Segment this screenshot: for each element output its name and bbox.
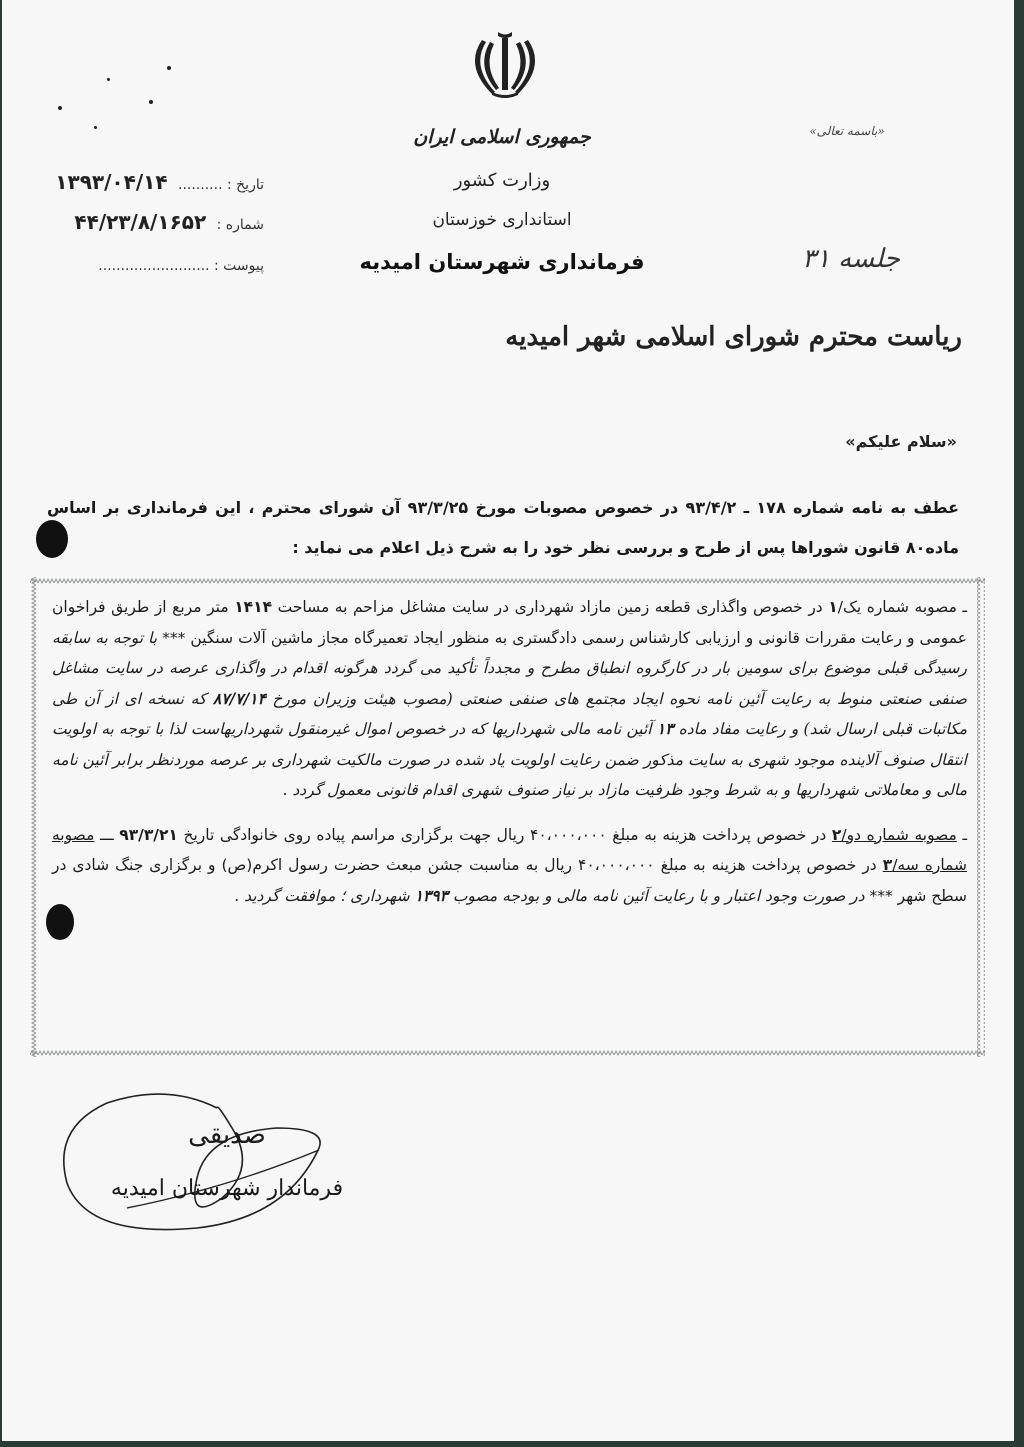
speck [149, 100, 153, 104]
signatory-name: صدیقی [188, 1120, 266, 1150]
greeting: «سلام علیکم» [845, 432, 957, 451]
date-label: تاریخ : .......... [178, 177, 264, 193]
resolutions-text [52, 592, 967, 925]
resolution-2-date: ۹۳/۳/۲۱ [119, 825, 178, 844]
resolution-2-dash: ـ [956, 825, 968, 844]
governorate-title: فرمانداری شهرستان امیدیه [359, 250, 645, 274]
speck [107, 78, 110, 81]
bismillah-heading: «باسمه تعالی» [809, 124, 885, 138]
resolution-1-opinion-2: که نسخه ای از آن طی مکاتبات قبلی ارسال شد) و رعایت مفاد ماده [52, 689, 967, 738]
iran-emblem-icon [468, 28, 542, 100]
addressee: ریاست محترم شورای اسلامی شهر امیدیه [505, 322, 962, 352]
republic-title: جمهوری اسلامی ایران [413, 126, 591, 148]
handwritten-session-note: جلسه ۳۱ [801, 244, 900, 274]
resolution-2-3 [52, 820, 967, 912]
speck [94, 126, 97, 129]
resolution-2-text: در خصوص پرداخت هزینه به مبلغ ۴۰،۰۰۰،۰۰۰ ریال جهت برگزاری مراسم پیاده روی خانوادگی تاریخ [177, 825, 832, 844]
date-field [24, 170, 264, 194]
signature-scribble-icon [57, 1088, 347, 1238]
resolution-1 [52, 592, 967, 806]
number-field [24, 210, 264, 234]
letter-page [2, 0, 1014, 1441]
intro-paragraph: عطف به نامه شماره ۱۷۸ ـ ۹۳/۴/۲ در خصوص مصوبات مورخ ۹۳/۳/۲۵ آن شورای محترم ، این فرمانداری بر اساس ماده۸۰ قانون شوراها پس از طرح و بررسی نظر خود را به شرح ذیل اعلام می نماید : [47, 498, 960, 557]
resolution-1-label: ـ مصوبه شماره یک/ [837, 598, 967, 616]
resolution-3-dash: ـــ [94, 825, 120, 844]
attachment-field [24, 258, 264, 274]
number-label: شماره : [216, 217, 264, 233]
resolution-2-number: ۲ [831, 825, 842, 844]
resolution-3-number: ۳ [882, 856, 893, 874]
resolution-1-date: ۸۷/۷/۱۴ [212, 688, 266, 708]
resolution-3-year: ۱۳۹۳ [414, 885, 448, 905]
resolution-3-text: در خصوص پرداخت هزینه به مبلغ ۴۰،۰۰۰،۰۰۰ ریال به مناسبت جشن مبعث حضرت رسول اکرم(ص) و برگزاری جنگ شادی در سطح شهر *** [52, 856, 967, 905]
speck [58, 106, 62, 110]
resolution-1-number: ۱ [828, 598, 838, 616]
punch-hole [36, 520, 68, 558]
resolution-1-text-2: متر مربع از طریق فراخوان عمومی و رعایت مقررات قانونی و ارزیابی کارشناس رسمی دادگستری به منظور ایجاد تعمیرگاه مجاز ماشین آلات سنگین *** [52, 598, 967, 647]
resolution-1-area: ۱۴۱۴ [234, 598, 273, 616]
resolution-3-opinion: در صورت وجود اعتبار و با رعایت آئین نامه مالی و بودجه مصوب [447, 886, 865, 905]
resolution-2-label: مصوبه شماره دو/ [841, 825, 957, 844]
signatory-title: فرماندار شهرستان امیدیه [110, 1176, 344, 1201]
speck [167, 66, 171, 70]
number-value: ۴۴/۲۳/۸/۱۶۵۲ [74, 210, 207, 234]
date-value: ۱۳۹۳/۰۴/۱۴ [55, 170, 168, 194]
resolution-1-opinion: با توجه به سابقه رسیدگی قبلی موضوع برای سومین بار در کارگروه انطباق مطرح و مجدداً تأکید می گردد هرگونه اقدام در واگذاری عرصه در سایت مشاغل صنفی صنعتی منوط به رعایت آئین نامه نحوه ایجاد مجتمع های صنفی صنعتی (مصوب هیئت وزیران مورخ [52, 628, 967, 708]
attachment-label: پیوست : ......................... [98, 258, 264, 274]
ministry-title: وزارت کشور [453, 170, 551, 191]
resolution-1-opinion-3: آئین نامه مالی شهرداریها که در خصوص اموال غیرمنقول شهرداریهاست لذا با توجه به اولویت انتقال صنوف آلاینده موجود شهری به سایت مذکور ضمن رعایت اولویت یاد شده در صورت مالکیت شهرداری بر عرصه موردنظر برابر آئین نامه مالی و معاملاتی شهرداریها و به شرط وجود ظرفیت مازاد بر نیاز صنوف شهری اقدام قانونی معمول گردد . [52, 720, 967, 799]
resolution-3-label: مصوبه شماره سه/ [52, 825, 967, 874]
province-office-title: استانداری خوزستان [432, 210, 572, 230]
resolution-1-text: در خصوص واگذاری قطعه زمین مازاد شهرداری در سایت مشاغل مزاحم به مساحت [272, 598, 829, 616]
resolution-3-opinion-2: شهرداری ؛ موافقت گردید . [234, 886, 415, 905]
punch-hole [46, 904, 74, 940]
resolution-1-article: ۱۳ [656, 719, 674, 738]
